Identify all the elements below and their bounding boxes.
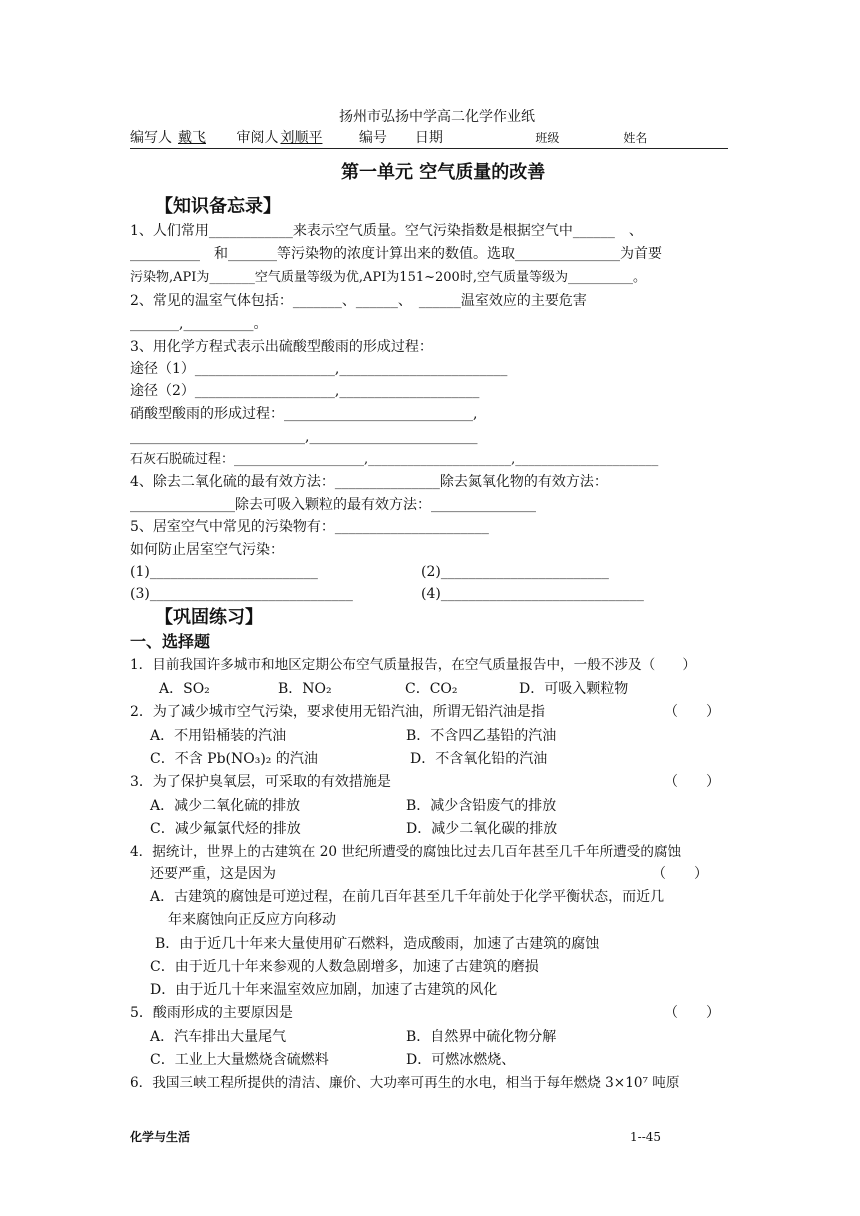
memo-line: __________ 和_______等污染物的浓度计算出来的数值。选取_______________为首要 [130, 246, 662, 262]
header-rule [130, 148, 728, 149]
footer-page-number: 1--45 [630, 1130, 662, 1144]
school-title: 扬州市弘扬中学高二化学作业纸 [339, 109, 535, 125]
header-meta-row [130, 129, 719, 147]
option: B．不含四乙基铅的汽油 [406, 728, 557, 744]
option: D．不含氧化铅的汽油 [410, 751, 548, 767]
number-label: 编号 [358, 130, 387, 146]
writer-label: 编写人 [130, 130, 172, 146]
option: D．可燃冰燃烧、 [406, 1052, 516, 1068]
reviewer-name: 刘顺平 [280, 130, 323, 146]
question-stem: 4．据统计，世界上的古建筑在 20 世纪所遭受的腐蚀比过去几百年甚至几千年所遭受的腐蚀 [130, 844, 682, 860]
answer-paren: （ ） [664, 1005, 720, 1021]
memo-line: 4、除去二氧化硫的最有效方法：_______________除去氮氧化物的有效方法： [130, 474, 608, 490]
memo-line: 如何防止居室空气污染： [130, 542, 284, 558]
memo-line: (2)________________________ [421, 564, 609, 580]
date-label: 日期 [414, 130, 443, 146]
reviewer-label: 审阅人 [236, 130, 279, 146]
option: A．不用铅桶装的汽油 [150, 728, 287, 744]
class-label: 班级 [535, 131, 560, 145]
option: C．CO₂ [405, 681, 458, 697]
memo-line: 2、常见的温室气体包括：_______、______、 ______温室效应的主要危害 [130, 293, 587, 309]
option: C．不含 Pb(NO₃)₂ 的汽油 [150, 751, 318, 767]
memo-line: _______________除去可吸入颗粒的最有效方法：_______________ [130, 497, 536, 513]
option: D．可吸入颗粒物 [519, 681, 629, 697]
option: B．减少含铅废气的排放 [406, 798, 557, 814]
practice-heading: 【巩固练习】 [155, 607, 263, 628]
name-label: 姓名 [623, 131, 648, 145]
writer-name: 戴飞 [178, 130, 206, 146]
option: 年来腐蚀向正反应方向移动 [168, 912, 336, 928]
option: A．减少二氧化硫的排放 [150, 798, 301, 814]
option: A．古建筑的腐蚀是可逆过程，在前几百年甚至几千年前处于化学平衡状态，而近几 [150, 889, 665, 905]
memo-line: (4)_____________________________ [421, 586, 644, 602]
memo-line: 3、用化学方程式表示出硫酸型酸雨的形成过程： [130, 339, 433, 355]
question-stem: 2．为了减少城市空气污染，要求使用无铅汽油，所谓无铅汽油是指 [130, 704, 545, 720]
answer-paren: （ ） [664, 774, 720, 790]
option: B．由于近几十年来大量使用矿石燃料，造成酸雨，加速了古建筑的腐蚀 [155, 936, 600, 952]
memo-line: 硝酸型酸雨的形成过程：___________________________, [130, 406, 478, 422]
option: A．汽车排出大量尾气 [150, 1029, 287, 1045]
section-title: 一、选择题 [130, 632, 211, 651]
memo-line: 5、居室空气中常见的污染物有：______________________ [130, 519, 489, 535]
option: B．NO₂ [278, 681, 332, 697]
memo-line: 污染物,API为_______空气质量等级为优,API为151~200时,空气质量等级为__________。 [130, 270, 646, 285]
option: D．减少二氧化碳的排放 [406, 821, 558, 837]
question-stem: 3．为了保护臭氧层，可采取的有效措施是 [130, 774, 391, 790]
question-stem: 5．酸雨形成的主要原因是 [130, 1005, 293, 1021]
memo-line: 石灰石脱硫过程：____________________,______________________,______________________ [130, 452, 659, 467]
question-stem: 还要严重，这是因为 [150, 866, 276, 882]
memo-line: 途径（1）____________________,________________________ [130, 361, 508, 377]
memo-heading: 【知识备忘录】 [155, 196, 281, 217]
memo-line: _________________________,________________________ [130, 429, 478, 445]
question-stem: 1．目前我国许多城市和地区定期公布空气质量报告，在空气质量报告中，一般不涉及（ ） [130, 657, 696, 673]
memo-line: (1)________________________ [130, 564, 318, 580]
option: B．自然界中硫化物分解 [406, 1029, 557, 1045]
option: C．由于近几十年来参观的人数急剧增多，加速了古建筑的磨损 [150, 959, 539, 975]
question-stem: 6．我国三峡工程所提供的清洁、廉价、大功率可再生的水电，相当于每年燃烧 3×10⁷ 吨原 [130, 1075, 680, 1091]
memo-line: (3)_____________________________ [130, 586, 353, 602]
memo-line: 1、人们常用____________来表示空气质量。空气污染指数是根据空气中______ 、 [130, 223, 643, 239]
memo-line: 途径（2）____________________,____________________ [130, 383, 480, 399]
option: A．SO₂ [159, 681, 210, 697]
option: C．减少氟氯代烃的排放 [150, 821, 301, 837]
footer-left: 化学与生活 [130, 1130, 191, 1144]
unit-title: 第一单元 空气质量的改善 [341, 162, 546, 183]
memo-line: _______,__________。 [130, 316, 268, 332]
option: D．由于近几十年来温室效应加剧，加速了古建筑的风化 [150, 982, 498, 998]
answer-paren: （ ） [664, 704, 720, 720]
option: C．工业上大量燃烧含硫燃料 [150, 1052, 329, 1068]
answer-paren: （ ） [652, 866, 708, 882]
